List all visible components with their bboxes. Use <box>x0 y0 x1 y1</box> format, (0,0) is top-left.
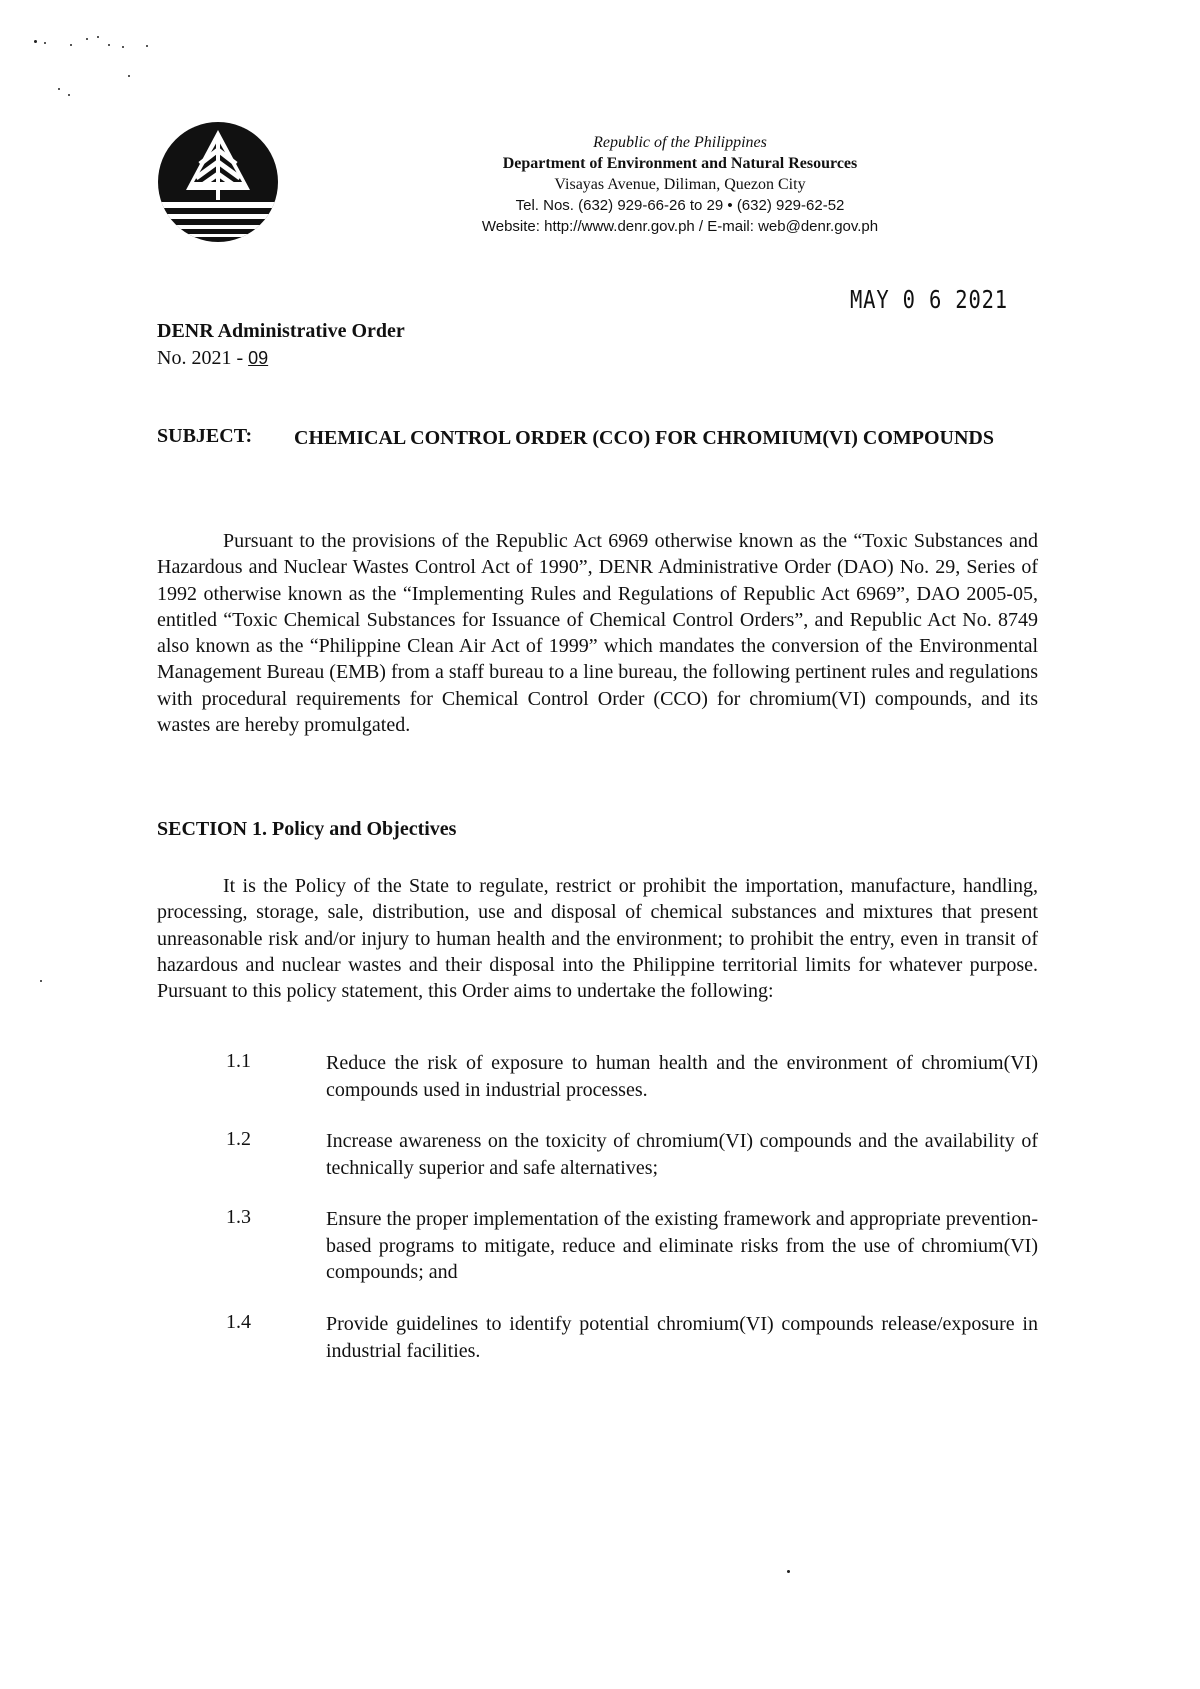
letterhead-address: Visayas Avenue, Diliman, Quezon City <box>554 176 806 193</box>
letterhead-website: Website: http://www.denr.gov.ph / E-mail: web@denr.gov.ph <box>481 218 879 235</box>
order-number-value: 09 <box>248 348 269 368</box>
section-1-heading: SECTION 1. Policy and Objectives <box>157 818 457 840</box>
order-number-prefix: No. 2021 - <box>157 347 249 369</box>
objective-text: Ensure the proper implementation of the existing framework and appropriate prevention-based programs to mitigate, reduce and eliminate risks from the use of chromium(VI) compounds; and <box>326 1208 1038 1283</box>
objective-number: 1.1 <box>226 1050 251 1072</box>
date-stamp: MAY 0 6 2021 <box>850 285 1008 314</box>
objective-text: Increase awareness on the toxicity of chromium(VI) compounds and the availability of technically superior and safe alternatives; <box>326 1130 1038 1179</box>
objective-text: Reduce the risk of exposure to human health and the environment of chromium(VI) compounds used in industrial processes. <box>326 1052 1038 1101</box>
objective-number: 1.4 <box>226 1311 251 1333</box>
preamble-paragraph: Pursuant to the provisions of the Republic Act 6969 otherwise known as the “Toxic Substances and Hazardous and Nuclear Wastes Control Act of 1990”, DENR Administrative Order (DAO) No. 29, Series of 1992 otherwise known as the “Implementing Rules and Regulations of Republic Act 6969”, DAO 2005-05, entitled “Toxic Chemical Substances for Issuance of Chemical Control Orders”, and Republic Act No. 8749 also known as the “Philippine Clean Air Act of 1999” which mandates the conversion of the Environmental Management Bureau (EMB) from a staff bureau to a line bureau, the following pertinent rules and regulations with procedural requirements for Chemical Control Order (CCO) for chromium(VI) compounds, and its wastes are hereby promulgated. <box>157 530 1038 737</box>
order-title: DENR Administrative Order <box>157 320 405 342</box>
subject-text: CHEMICAL CONTROL ORDER (CCO) FOR CHROMIUM(VI) COMPOUNDS <box>294 427 994 449</box>
letterhead-department: Department of Environment and Natural Resources <box>502 155 858 172</box>
letterhead-telephone: Tel. Nos. (632) 929-66-26 to 29 • (632) 929-62-52 <box>515 197 845 214</box>
letterhead <box>380 132 980 237</box>
section-1-intro: It is the Policy of the State to regulate, restrict or prohibit the importation, manufacture, handling, processing, storage, sale, distribution, use and disposal of chemical substances and mixtures that present unreasonable risk and/or injury to human health and the environment; to prohibit the entry, even in transit of hazardous and nuclear wastes and their disposal into the Philippine territorial limits for whatever purpose. Pursuant to this policy statement, this Order aims to undertake the following: <box>157 875 1038 1003</box>
denr-seal-logo <box>156 120 280 244</box>
denr-seal-icon <box>156 120 280 244</box>
objective-text: Provide guidelines to identify potential chromium(VI) compounds release/exposure in industrial facilities. <box>326 1313 1038 1362</box>
subject-label: SUBJECT: <box>157 425 253 447</box>
letterhead-republic: Republic of the Philippines <box>593 134 767 151</box>
objective-number: 1.2 <box>226 1128 251 1150</box>
order-number <box>157 347 268 370</box>
objective-number: 1.3 <box>226 1206 251 1228</box>
